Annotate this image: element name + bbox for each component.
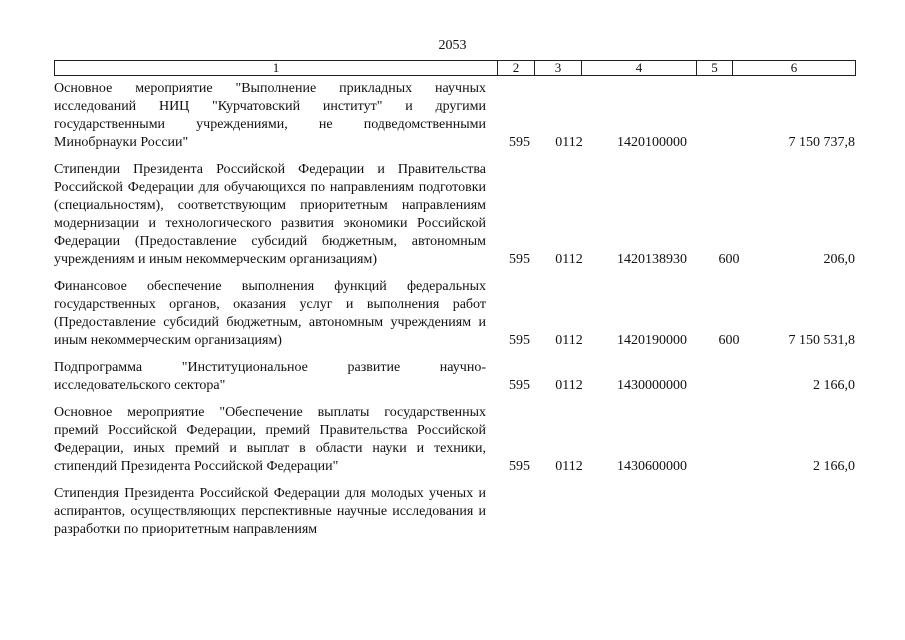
column-header-3: 3 [535,61,582,76]
column-header-5: 5 [697,61,733,76]
table-row [54,359,855,395]
row-name: Стипендии Президента Российской Федерации и Правительства Российской Федерации для обучающихся по направлениям подготовки (специальностям), соответствующим приоритетным направлениям модернизации и технологического развития экономики Российской Федерации (Предоставление субсидий бюджетным, автономным учреждениям и иным некоммерческим организациям) [54,162,486,267]
column-header-6: 6 [733,61,856,76]
row-amount: 7 150 531,8 [788,333,855,348]
row-code-ministry: 595 [509,378,530,393]
row-code-expense-type: 600 [718,252,740,267]
row-amount: 7 150 737,8 [788,135,855,150]
row-code-target: 1420138930 [617,252,687,267]
budget-rows [54,80,855,539]
row-code-expense-type: 600 [718,333,740,348]
column-header-table [54,60,856,76]
table-row [54,485,855,539]
row-amount: 206,0 [823,252,855,267]
row-code-ministry: 595 [509,135,530,150]
column-header-2: 2 [498,61,535,76]
row-code-target: 1420190000 [617,333,687,348]
row-name: Основное мероприятие "Выполнение прикладных научных исследований НИЦ "Курчатовский институт" и другими государственными учреждениями, не подведомственными Минобрнауки России" [54,81,486,150]
row-code-target: 1420100000 [617,135,687,150]
row-name: Финансовое обеспечение выполнения функций федеральных государственных органов, оказания услуг и выполнения работ (Предоставление субсидий бюджетным, автономным учреждениям и иным некоммерческим организациям) [54,279,486,348]
row-code-section: 0112 [555,135,583,150]
table-row [54,278,855,350]
row-code-ministry: 595 [509,459,530,474]
table-row [54,404,855,476]
row-name: Основное мероприятие "Обеспечение выплаты государственных премий Российской Федерации, премий Правительства Российской Федерации, иных премий и выплат в области науки и техники, стипендий Президента Российской Федерации" [54,405,486,474]
page-number: 2053 [438,38,467,53]
row-name: Стипендия Президента Российской Федерации для молодых ученых и аспирантов, осуществляющих перспективные научные исследования и разработки по приоритетным направлениям [54,486,486,537]
table-row [54,161,855,269]
row-code-section: 0112 [555,378,583,393]
row-code-section: 0112 [555,333,583,348]
row-name: Подпрограмма "Институциональное развитие научно-исследовательского сектора" [54,360,486,393]
row-code-target: 1430600000 [617,459,687,474]
row-code-ministry: 595 [509,252,530,267]
table-row [54,80,855,152]
row-code-section: 0112 [555,459,583,474]
row-code-target: 1430000000 [617,378,687,393]
row-code-ministry: 595 [509,333,530,348]
column-header-row [55,61,856,76]
column-header-1: 1 [55,61,498,76]
row-amount: 2 166,0 [813,459,855,474]
row-code-section: 0112 [555,252,583,267]
row-amount: 2 166,0 [813,378,855,393]
column-header-4: 4 [582,61,697,76]
